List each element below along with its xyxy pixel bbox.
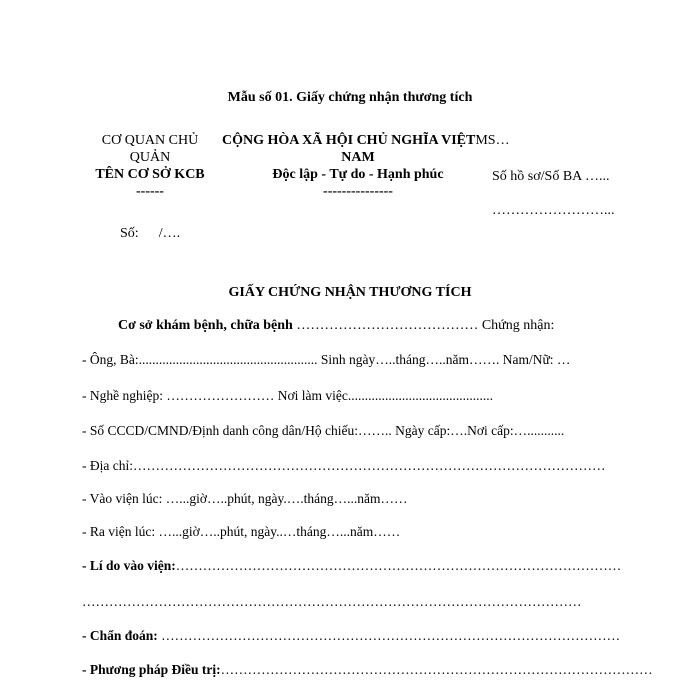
id-line: - Số CCCD/CMND/Định danh công dân/Hộ chiếu:…….. Ngày cấp:….Nơi cấp:…........... <box>82 423 565 438</box>
diagnosis-dots: ………………………………………………………………………………………… <box>157 628 621 643</box>
file-number-label: Số hồ sơ/Số BA …... <box>492 169 610 184</box>
facility-name: TÊN CƠ SỞ KCB <box>95 167 205 182</box>
agency-rule: ------ <box>136 184 164 199</box>
facility-line <box>118 318 554 334</box>
national-motto: Độc lập - Tự do - Hạnh phúc <box>272 167 444 182</box>
reason-dots: ……………………………………………………………………………………… <box>175 558 622 573</box>
facility-line-label: Cơ sở khám bệnh, chữa bệnh <box>118 318 293 333</box>
document-number-label: Số: <box>120 226 139 241</box>
reason-line <box>82 558 621 574</box>
file-number-dots: ……………………... <box>492 203 615 218</box>
name-line: - Ông, Bà:..................................................... Sinh ngày…..tháng…..năm……. Nam/Nữ: … <box>82 352 571 367</box>
treatment-method-dots: …………………………………………………………………………………… <box>220 662 653 677</box>
treatment-method-label: - Phương pháp Điều trị: <box>82 662 221 677</box>
nation-line-1: CỘNG HÒA XÃ HỘI CHỦ NGHĨA VIỆT <box>222 133 476 148</box>
reason-label: - Lí do vào viện: <box>82 558 176 573</box>
national-header <box>222 132 510 200</box>
agency-block <box>70 132 230 200</box>
document-number <box>120 226 180 242</box>
form-title: Mẫu số 01. Giấy chứng nhận thương tích <box>227 90 473 105</box>
admission-line: - Vào viện lúc: …...giờ…..phút, ngày.….tháng…...năm…… <box>82 491 408 506</box>
ms-code: MS… <box>475 133 510 148</box>
discharge-line: - Ra viện lúc: …...giờ…..phút, ngày..…tháng…...năm…… <box>82 524 401 539</box>
occupation-line: - Nghề nghiệp: …………………… Nơi làm việc........................................... <box>82 388 493 403</box>
motto-rule: --------------- <box>323 184 393 199</box>
nation-line-2: NAM <box>341 150 375 165</box>
document-number-value: /…. <box>158 226 181 241</box>
diagnosis-label: - Chẩn đoán: <box>82 628 158 643</box>
agency-line-1: CƠ QUAN CHỦ <box>101 133 199 148</box>
treatment-method-line <box>82 662 653 678</box>
address-line: - Địa chỉ:…………………………………………………………………………………………… <box>82 458 606 473</box>
reason-continuation-line: ………………………………………………………………………………………………… <box>82 594 582 609</box>
agency-line-2: QUẢN <box>129 150 171 165</box>
diagnosis-line <box>82 628 620 644</box>
certificate-title: GIẤY CHỨNG NHẬN THƯƠNG TÍCH <box>228 285 472 300</box>
facility-line-rest: ………………………………… Chứng nhận: <box>292 318 555 333</box>
